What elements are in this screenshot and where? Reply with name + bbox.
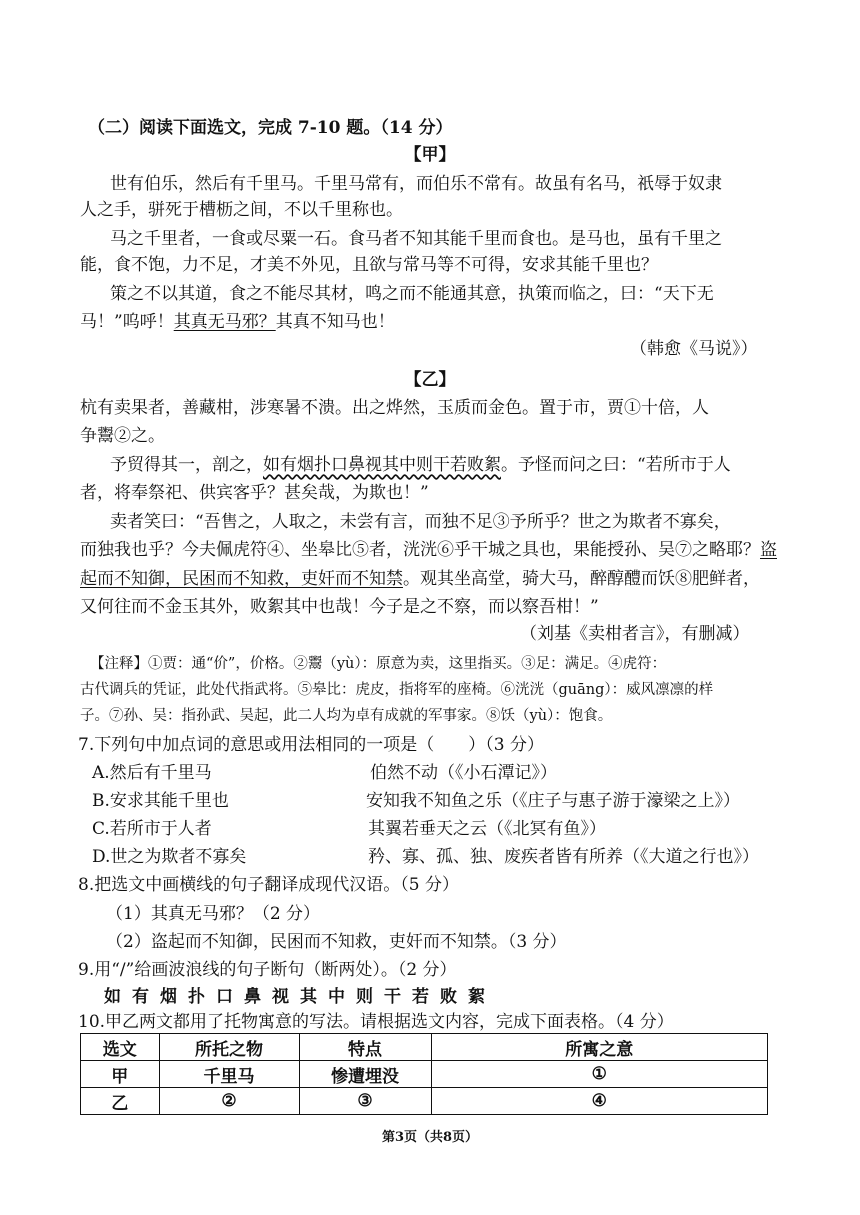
q7-option-a-right: 伯然不动（《小石潭记》）: [370, 763, 557, 783]
jia-line: 能，食不饱，力不足，才美不外见，且欲与常马等不可得，安求其能千里也？: [80, 255, 658, 275]
yi-line: 者，将奉祭祀、供宾客乎？甚矣哉，为欺也！”: [80, 483, 429, 503]
table-row: [81, 1061, 768, 1088]
q9-sentence: 如有烟扑口鼻视其中则干若败絮: [104, 987, 496, 1007]
table-cell: 惨遭埋没: [299, 1061, 431, 1088]
yi-text: 予贸得其一，剖之，: [110, 455, 263, 475]
q7-option-d-left: D.世之为欺者不寡矣: [92, 847, 247, 867]
table-cell: 甲: [81, 1061, 160, 1088]
q7-option-c-left: C.若所市于人者: [92, 819, 212, 839]
table-cell: ②: [159, 1088, 299, 1115]
underlined-sentence: 其真无马邪？: [173, 312, 276, 332]
table-cell: ①: [431, 1061, 767, 1088]
yi-line: 卖者笑曰：“吾售之，人取之，未尝有言，而独不足③予所乎？世之为欺者不寡矣，: [110, 512, 731, 532]
underlined-sentence: 起而不知御，民困而不知救，吏奸而不知禁: [80, 569, 403, 589]
table-cell: 千里马: [159, 1061, 299, 1088]
passage-jia-title: 【甲】: [404, 145, 456, 165]
table-header-cell: 特点: [299, 1034, 431, 1061]
table-cell: ④: [431, 1088, 767, 1115]
yi-text: 。观其坐高堂，骑大马，醉醇醴而饫⑧肥鲜者，: [403, 569, 760, 589]
yi-line: 杭有卖果者，善藏柑，涉寒暑不溃。出之烨然，玉质而金色。置于市，贾①十倍，人: [80, 398, 709, 418]
q8-subquestion-2: （2）盗起而不知御，民困而不知救，吏奸而不知禁。（3 分）: [106, 932, 567, 952]
q7-option-c-right: 其翼若垂天之云（《北冥有鱼》）: [368, 819, 606, 839]
jia-text: 马！”呜呼！: [80, 312, 174, 332]
page-footer: 第3页（共8页）: [381, 1130, 479, 1145]
jia-line: 人之手，骈死于槽枥之间，不以千里称也。: [80, 200, 403, 220]
table-header-cell: 选文: [81, 1034, 160, 1061]
yi-line: 又何往而不金玉其外，败絮其中也哉！今子是之不察，而以察吾柑！”: [80, 597, 599, 617]
annotation-line: 古代调兵的凭证，此处代指武将。⑤皋比：虎皮，指将军的座椅。⑥洸洸（guāng）：威风凛凛的样: [80, 682, 714, 698]
annotation-line: 【注释】①贾：通“价”，价格。②鬻（yù）：原意为卖，这里指买。③足：满足。④虎符：: [90, 656, 667, 672]
wavy-underlined-sentence: 如有烟扑口鼻视其中则干若败絮: [263, 455, 501, 475]
section-heading: （二）阅读下面选文，完成 7-10 题。（14 分）: [88, 118, 453, 138]
jia-line: 世有伯乐，然后有千里马。千里马常有，而伯乐不常有。故虽有名马，祇辱于奴隶: [110, 174, 722, 194]
jia-text: 其真不知马也！: [275, 312, 395, 332]
q7-option-b-right: 安知我不知鱼之乐（《庄子与惠子游于濠梁之上》）: [366, 791, 740, 811]
jia-source: （韩愈《马说》）: [630, 339, 758, 359]
q7-option-d-right: 矜、寡、孤、独、废疾者皆有所养（《大道之行也》）: [368, 847, 759, 867]
table-header-cell: 所寓之意: [431, 1034, 767, 1061]
jia-last-line: [80, 310, 395, 334]
underlined-sentence: 盗: [760, 540, 777, 560]
jia-line: 马之千里者，一食或尽粟一石。食马者不知其能千里而食也。是马也，虽有千里之: [110, 229, 722, 249]
q8-subquestion-1: （1）其真无马邪？（2 分）: [106, 904, 321, 924]
yi-text: 。予怪而问之曰：“若所市于人: [501, 455, 731, 475]
question-9-stem: 9.用“/”给画波浪线的句子断句（断两处）。（2 分）: [78, 960, 457, 980]
passage-yi-title: 【乙】: [404, 370, 456, 390]
annotation-line: 子。⑦孙、吴：指孙武、吴起，此二人均为卓有成就的军事家。⑧饫（yù）：饱食。: [80, 708, 613, 724]
yi-line: 争鬻②之。: [80, 426, 165, 446]
yi-source: （刘基《卖柑者言》，有删减）: [520, 624, 750, 644]
question-8-stem: 8.把选文中画横线的句子翻译成现代汉语。（5 分）: [78, 875, 459, 895]
table-header-cell: 所托之物: [159, 1034, 299, 1061]
table-cell: ③: [299, 1088, 431, 1115]
table-header-row: [81, 1034, 768, 1061]
q7-option-a-left: A.然后有千里马: [92, 763, 212, 783]
jia-line: 策之不以其道，食之不能尽其材，鸣之而不能通其意，执策而临之，曰：“天下无: [110, 284, 714, 304]
yi-text: 而独我也乎？今夫佩虎符④、坐皋比⑤者，洸洸⑥乎干城之具也，果能授孙、吴⑦之略耶？: [80, 540, 760, 560]
yi-line: [80, 567, 760, 591]
yi-line: [80, 538, 777, 562]
question-10-stem: 10.甲乙两文都用了托物寓意的写法。请根据选文内容，完成下面表格。（4 分）: [78, 1012, 674, 1032]
question-7-stem: 7.下列句中加点词的意思或用法相同的一项是（ ）（3 分）: [78, 735, 544, 755]
table-cell: 乙: [81, 1088, 160, 1115]
q10-table: [80, 1033, 768, 1115]
table-row: [81, 1088, 768, 1115]
q7-option-b-left: B.安求其能千里也: [92, 791, 229, 811]
yi-line: [110, 453, 731, 477]
